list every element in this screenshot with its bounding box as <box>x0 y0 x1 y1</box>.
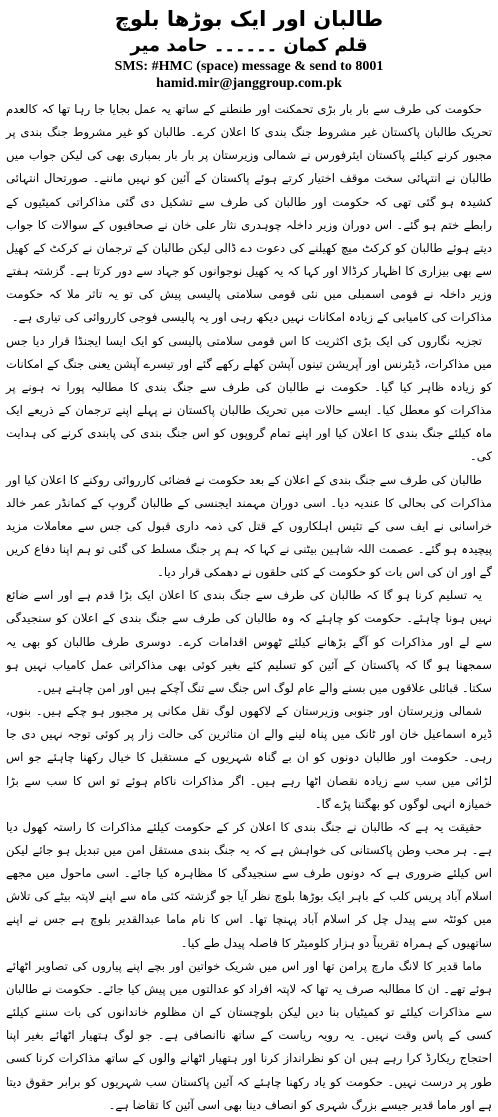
sms-line: SMS: #HMC (space) message & send to 8001 <box>114 59 384 74</box>
article-paragraph: حقیقت یہ ہے کہ طالبان نے جنگ بندی کا اعلان کر کے حکومت کیلئے مذاکرات کا راستہ کھول دیا ہے۔ ہر محب وطن پاکستانی کی خواہش ہے کہ یہ جنگ بندی مستقل امن میں تبدیل ہو جائے لیکن اس کیلئے ضروری ہے کہ دونوں طرف سے سنجیدگی کا مظاہرہ کیا جائے۔ اسی ماحول میں مجھے اسلام آباد پریس کلب کے باہر ایک بوڑھا بلوچ نظر آیا جو گزشتہ کئی ماہ سے اپنے لاپتہ بیٹے کی تلاش میں کوئٹہ سے پیدل چل کر اسلام آباد پہنچا تھا۔ اس کا نام ماما عبدالقدیر بلوچ ہے جس نے اپنے ساتھیوں کے ہمراہ تقریباً دو ہزار کلومیٹر کا فاصلہ پیدل طے کیا۔ <box>6 819 492 950</box>
article-paragraph: حکومت کی طرف سے بار بار بڑی تحمکنت اور طنطنے کے ساتھ یہ عمل بجایا جا رہا تھا کہ کالعدم تحریک طالبان پاکستان غیر مشروط جنگ بندی کا اعلان کرے۔ طالبان کو غیر مشروط جنگ بندی پر مجبور کرنے کیلئے پاکستان ایئرفورس نے شمالی وزیرستان پر بار بار بمباری بھی کی لیکن جواب میں طالبان نے انتہائی سخت موقف اختیار کرتے ہوئے پاکستان کے آئین کو نہیں ماننے۔ صورتحال انتہائی کشیدہ ہو گئی تھی کہ حکومت اور طالبان کی طرف سے تشکیل دی گئی مذاکراتی کمیٹیوں کے رابطے ختم ہو گئے۔ اس دوران وزیر داخلہ چوہدری نثار علی خان نے صحافیوں کے سوالات کا جواب دیتے ہوئے طالبان کو کرکٹ میچ کھیلنے کی دعوت دے ڈالی لیکن طالبان کے ترجمان نے کرکٹ کے کھیل سے بھی بیزاری کا اظہار کرڈالا اور کہا کہ یہ کھیل نوجوانوں کو جہاد سے دور کرتا ہے۔ گزشتہ ہفتے وزیر داخلہ نے قومی اسمبلی میں نئی قومی سلامتی پالیسی پیش کی تو یہ تاثر ملا کہ حکومت مذاکرات کی کامیابی کے زیادہ امکانات نہیں دیکھ رہی اور یہ پالیسی فوجی کارروائی کی تیاری ہے۔ <box>6 102 492 325</box>
column-header <box>0 0 498 92</box>
article-title: طالبان اور ایک بوڑھا بلوچ <box>114 7 384 31</box>
article-paragraph: تجزیہ نگاروں کی ایک بڑی اکثریت کا اس قومی سلامتی پالیسی کو ایک ایسا ایجنڈا قرار دیا جس میں مذاکرات، ڈیٹرنس اور آپریشن تینوں آپشن کھلے رکھے گئے اور تیسرے آپشن یعنی جنگ کے امکانات کو زیادہ ظاہر کیا گیا۔ حکومت نے طالبان کی طرف سے جنگ بندی کا مطالبہ پورا نہ ہونے پر مذاکرات کو معطل کیا۔ ایسے حالات میں تحریک طالبان پاکستان نے پہلے اپنے ترجمان کے ذریعے ایک ماہ کیلئے جنگ بندی کا اعلان کیا اور اپنے تمام گروپوں کو اس جنگ بندی کی پابندی کرنے کی ہدایت کی۔ <box>6 333 492 464</box>
author-email[interactable]: hamid.mir@janggroup.com.pk <box>156 76 342 91</box>
column-byline: قلم کمان ۔۔۔۔۔۔ حامد میر <box>130 35 368 56</box>
article-paragraph: یہ تسلیم کرنا ہو گا کہ طالبان کی طرف سے جنگ بندی کا اعلان ایک بڑا قدم ہے اور اسے ضائع نہیں ہونا چاہئے۔ حکومت کو چاہئے کہ وہ طالبان کی طرف سے جنگ بندی کے اعلان کو سنجیدگی سے لے اور مذاکرات کو آگے بڑھانے کیلئے ٹھوس اقدامات کرے۔ دوسری طرف طالبان کو بھی یہ سمجھنا ہو گا کہ پاکستان کے آئین کو تسلیم کئے بغیر کوئی بھی مذاکراتی عمل کامیاب نہیں ہو سکتا۔ قبائلی علاقوں میں بسنے والے عام لوگ اس جنگ سے تنگ آچکے ہیں اور امن چاہتے ہیں۔ <box>6 588 492 695</box>
article-paragraph: طالبان کی طرف سے جنگ بندی کے اعلان کے بعد حکومت نے فضائی کارروائی روکنے کا اعلان کیا اور مذاکرات کی بحالی کا عندیہ دیا۔ اسی دوران مہمند ایجنسی کے طالبان گروپ کے کمانڈر عمر خالد خراسانی نے ایف سی کے تئیس اہلکاروں کے قتل کی ذمہ داری قبول کی جس سے معاملات مزید پیچیدہ ہو گئے۔ عصمت اللہ شاہین بیٹنی نے کہا کہ ہم پر جنگ مسلط کی گئی تو ہم اپنا دفاع کریں گے اور ان کی اس بات کو حکومت کے کئی حلقوں نے دھمکی قرار دیا۔ <box>6 472 492 580</box>
article-body <box>0 92 498 1117</box>
article-paragraph: شمالی وزیرستان اور جنوبی وزیرستان کے لاکھوں لوگ نقل مکانی پر مجبور ہو چکے ہیں۔ بنوں، ڈیرہ اسماعیل خان اور ٹانک میں پناہ لینے والے ان متاثرین کی حالت زار پر کوئی توجہ نہیں دی جا رہی۔ حکومت اور طالبان دونوں کو ان بے گناہ شہریوں کے مستقبل کا خیال رکھنا چاہئے جو اس لڑائی میں سب سے زیادہ نقصان اٹھا رہے ہیں۔ اگر مذاکرات ناکام ہوئے تو اس کا سب سے بڑا خمیازہ انہی لوگوں کو بھگتنا پڑے گا۔ <box>6 704 492 811</box>
article-paragraph: ماما قدیر کا لانگ مارچ پرامن تھا اور اس میں شریک خواتین اور بچے اپنے پیاروں کی تصاویر اٹھائے ہوئے تھے۔ ان کا مطالبہ صرف یہ تھا کہ لاپتہ افراد کو عدالتوں میں پیش کیا جائے۔ حکومت نے طالبان سے مذاکرات کیلئے تو کمیٹیاں بنا دیں لیکن بلوچستان کے ان مظلوم خاندانوں کی بات سننے کیلئے کسی کے پاس وقت نہیں۔ یہ رویہ ریاست کے ساتھ ناانصافی ہے۔ جو لوگ ہتھیار اٹھائے بغیر اپنا احتجاج ریکارڈ کرا رہے ہیں ان کو نظرانداز کرنا اور ہتھیار اٹھانے والوں کے ساتھ مذاکرات کرنا کسی طور پر درست نہیں۔ حکومت کو یاد رکھنا چاہئے کہ آئین پاکستان سب شہریوں کو برابر حقوق دیتا ہے اور ماما قدیر جیسے بزرگ شہری کو انصاف دینا بھی اسی آئین کا تقاضا ہے۔ <box>6 958 492 1112</box>
